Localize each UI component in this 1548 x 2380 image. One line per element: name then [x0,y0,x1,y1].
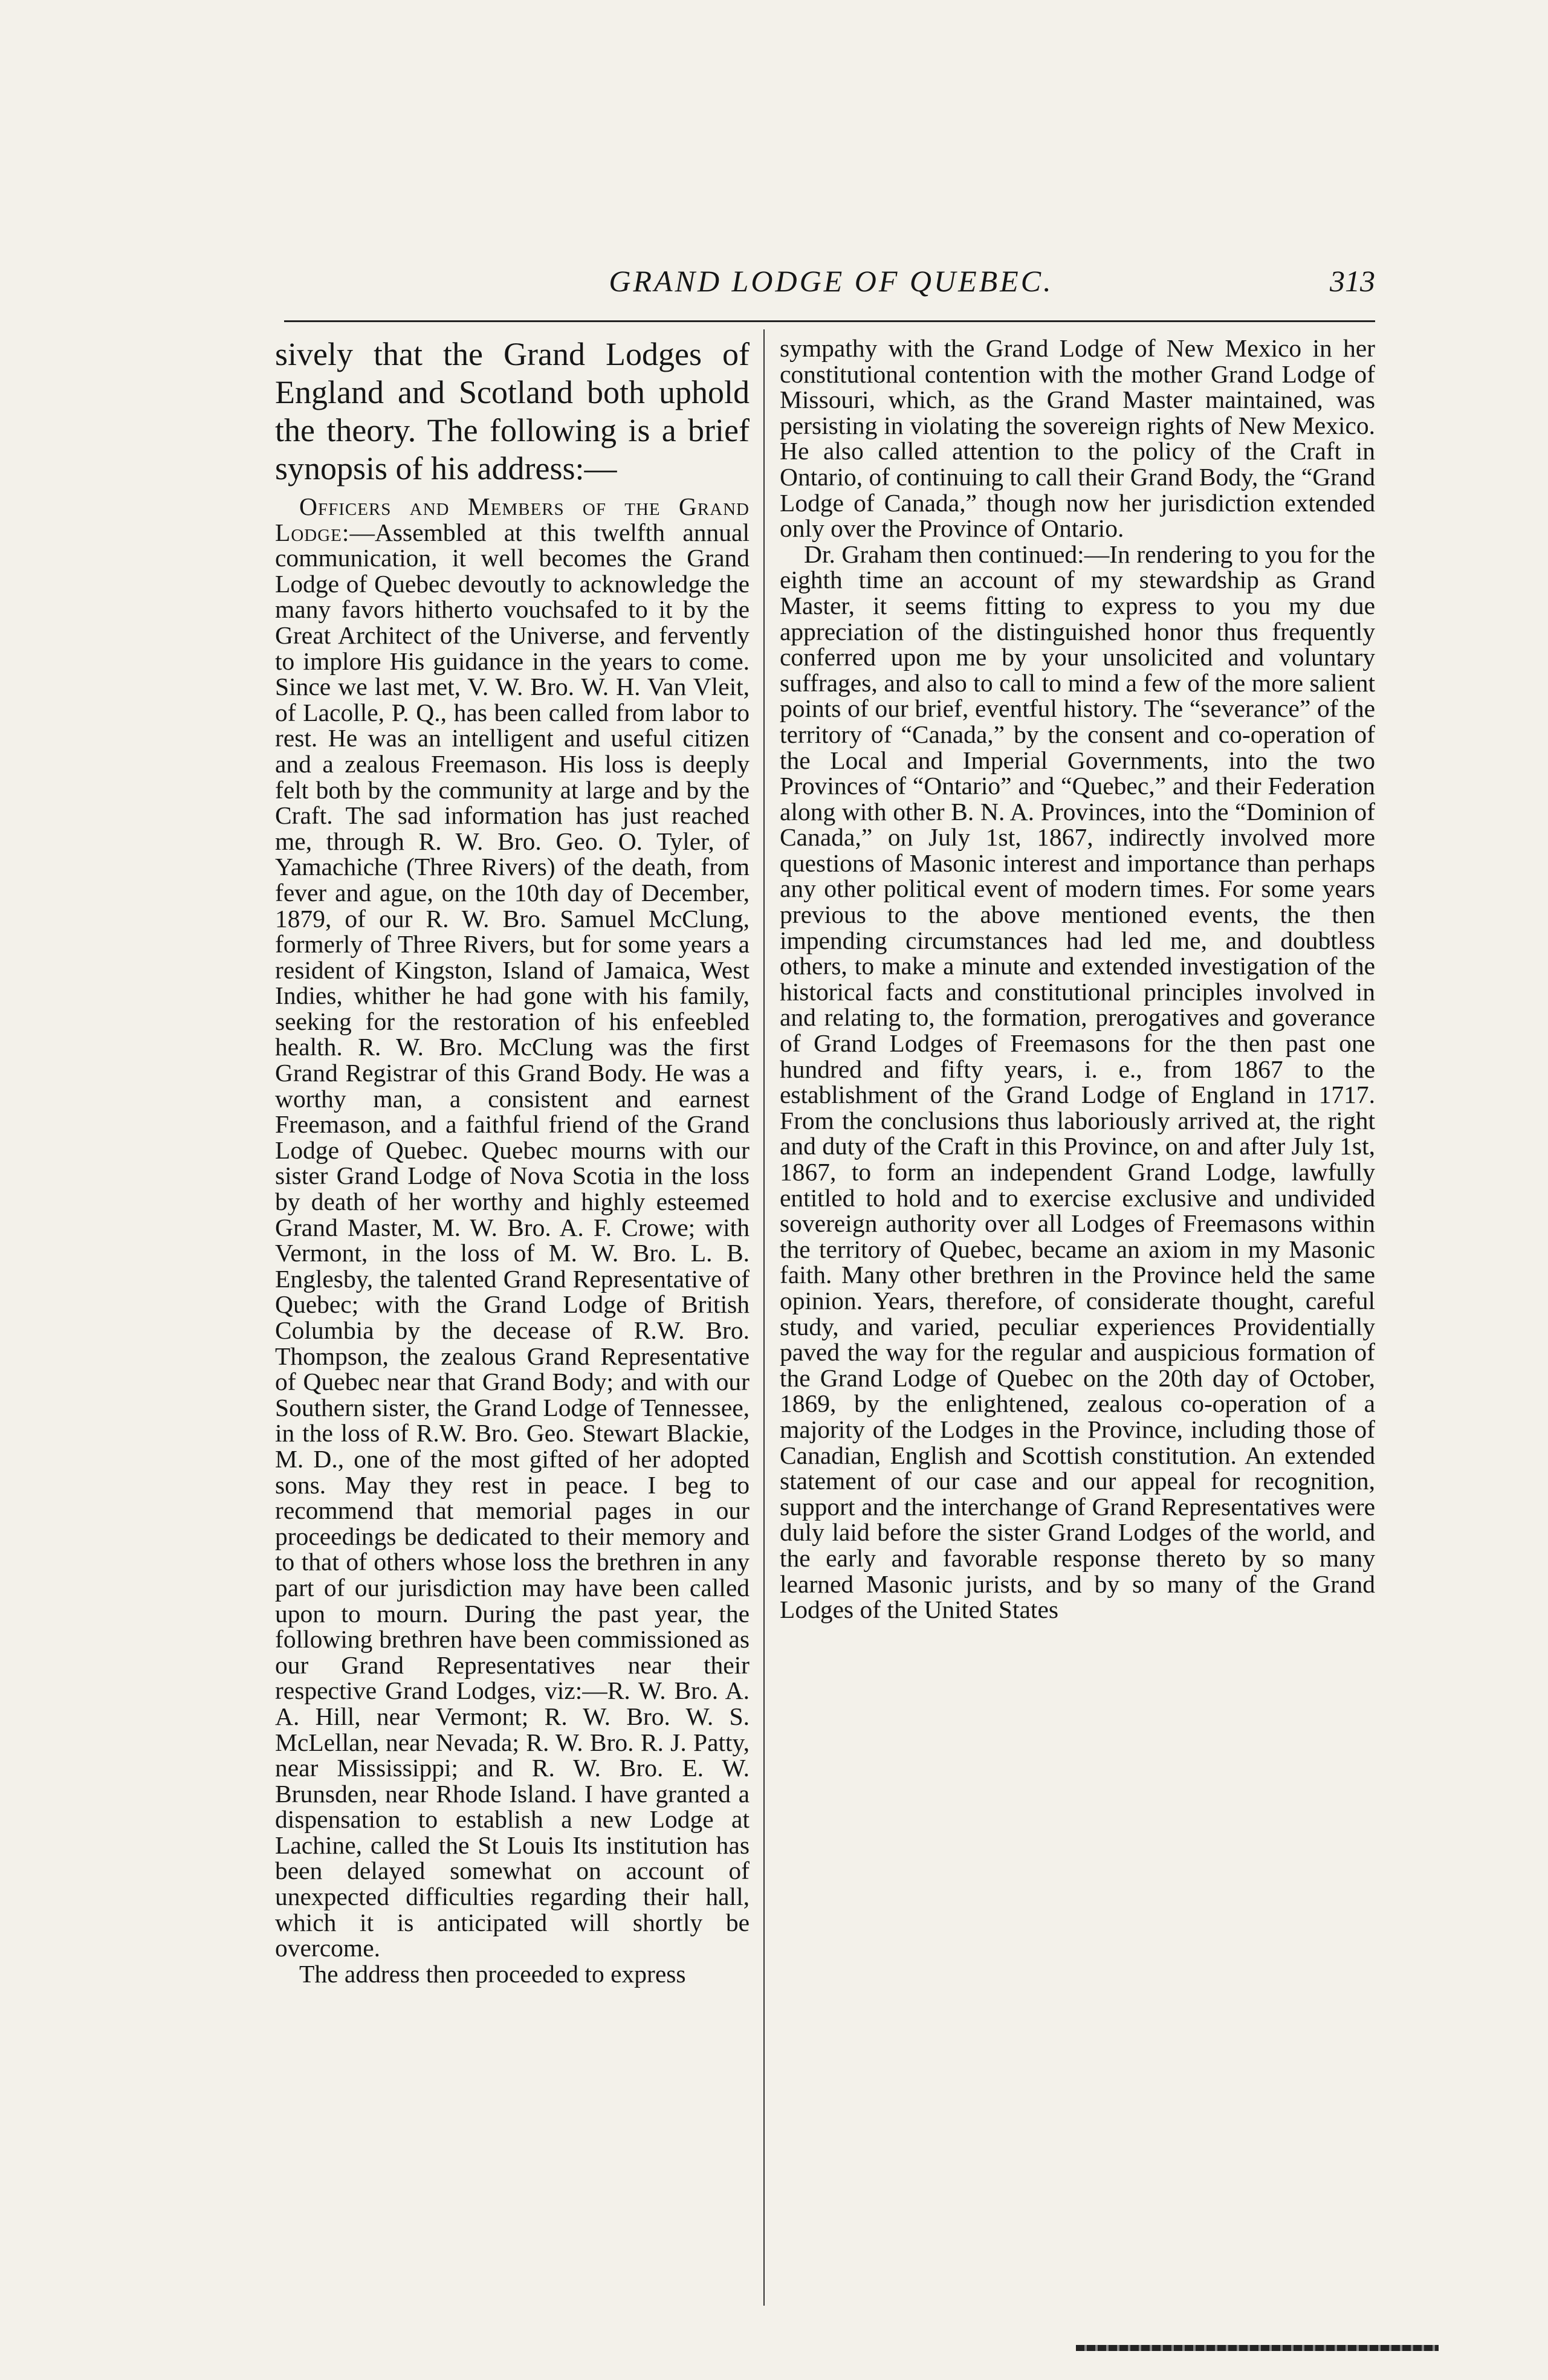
page-number: 313 [1330,264,1375,298]
salutation: Officers and Members of the Grand Lodge: [275,493,750,546]
closing-paragraph: The address then proceeded to express [299,1959,686,1988]
header-rule [284,320,1375,322]
running-title: GRAND LODGE OF QUEBEC. [609,264,1054,298]
footer-ornament [1076,2345,1439,2351]
left-column [275,335,750,1987]
column-divider [763,329,765,2306]
address-body: —Assembled at this twelfth annual communication, it well becomes the Grand Lodge of Quebec devoutly to acknowledge the many favors hitherto vouchsafed to it by the Great Architect of the Universe, and fervently to implore His guidance in the years to come. Since we last met, V. W. Bro. W. H. Van Vleit, of Lacolle, P. Q., has been called from labor to rest. He was an intelligent and useful citizen and a zealous Freemason. His loss is deeply felt both by the community at large and by the Craft. The sad information has just reached me, through R. W. Bro. Geo. O. Tyler, of Yamachiche (Three Rivers) of the death, from fever and ague, on the 10th day of December, 1879, of our R. W. Bro. Samuel McClung, formerly of Three Rivers, but for some years a resident of Kingston, Island of Jamaica, West Indies, whither he had gone with his family, seeking for the restoration of his enfeebled health. R. W. Bro. McClung was the first Grand Registrar of this Grand Body. He was a worthy man, a consistent and earnest Freemason, and a faithful friend of the Grand Lodge of Quebec. Quebec mourns with our sister Grand Lodge of Nova Scotia in the loss by death of her worthy and highly esteemed Grand Master, M. W. Bro. A. F. Crowe; with Vermont, in the loss of M. W. Bro. L. B. Englesby, the talented Grand Representative of Quebec; with the Grand Lodge of British Columbia by the decease of R.W. Bro. Thompson, the zealous Grand Representative of Quebec near that Grand Body; and with our Southern sister, the Grand Lodge of Tennessee, in the loss of R.W. Bro. Geo. Stewart Blackie, M. D., one of the most gifted of her adopted sons. May they rest in peace. I beg to recommend that memorial pages in our proceedings be dedicated to their memory and to that of others whose loss the brethren in any part of our jurisdiction may have been called upon to mourn. During the past year, the following brethren have been commissioned as our Grand Representatives near their respective Grand Lodges, viz:—R. W. Bro. A. A. Hill, near Vermont; R. W. Bro. W. S. McLellan, near Nevada; R. W. Bro. R. J. Patty, near Mississippi; and R. W. Bro. E. W. Brunsden, near Rhode Island. I have granted a dispensation to establish a new Lodge at Lachine, called the St Louis Its institution has been delayed somewhat on account of unexpected difficulties regarding their hall, which it is anticipated will shortly be overcome. [275,518,750,1962]
address-paragraph [275,494,750,1961]
sympathy-paragraph: sympathy with the Grand Lodge of New Mexico in her constitutional contention with the mother Grand Lodge of Missouri, which, as the Grand Master maintained, was persisting in violating the sovereign rights of New Mexico. He also called attention to the policy of the Craft in Ontario, of continuing to call their Grand Body, the “Grand Lodge of Canada,” though now her jurisdiction extended only over the Province of Ontario. [780,334,1375,543]
page-header [287,257,1375,305]
right-column [780,335,1375,1623]
lead-paragraph: sively that the Grand Lodges of England and Scotland both uphold the theory. The following is a brief synopsis of his address:— [275,336,750,487]
graham-paragraph: Dr. Graham then continued:—In rendering to you for the eighth time an account of my stewardship as Grand Master, it seems fitting to express to you my due appreciation of the distinguished honor thus frequently conferred upon me by your unsolicited and voluntary suffrages, and also to call to mind a few of the more salient points of our brief, eventful history. The “severance” of the territory of “Canada,” by the consent and co-operation of the Local and Imperial Governments, into the two Provinces of “Ontario” and “Quebec,” and their Federation along with other B. N. A. Provinces, into the “Dominion of Canada,” on July 1st, 1867, indirectly involved more questions of Masonic interest and importance than perhaps any other political event of modern times. For some years previous to the above mentioned events, the then impending circumstances had led me, and doubtless others, to make a minute and extended investigation of the historical facts and constitutional principles involved in and relating to, the formation, prerogatives and goverance of Grand Lodges of Freemasons for the then past one hundred and fifty years, i. e., from 1867 to the establishment of the Grand Lodge of England in 1717. From the conclusions thus laboriously arrived at, the right and duty of the Craft in this Province, on and after July 1st, 1867, to form an independent Grand Lodge, lawfully entitled to hold and to exercise exclusive and undivided sovereign authority over all Lodges of Freemasons within the territory of Quebec, became an axiom in my Masonic faith. Many other brethren in the Province held the same opinion. Years, therefore, of considerate thought, careful study, and varied, peculiar experiences Providentially paved the way for the regular and auspicious formation of the Grand Lodge of Quebec on the 20th day of October, 1869, by the enlightened, zealous co-operation of a majority of the Lodges in the Province, including those of Canadian, English and Scottish constitution. An extended statement of our case and our appeal for recognition, support and the interchange of Grand Representatives were duly laid before the sister Grand Lodges of the world, and the early and favorable response thereto by so many learned Masonic jurists, and by so many of the Grand Lodges of the United States [780,540,1375,1624]
